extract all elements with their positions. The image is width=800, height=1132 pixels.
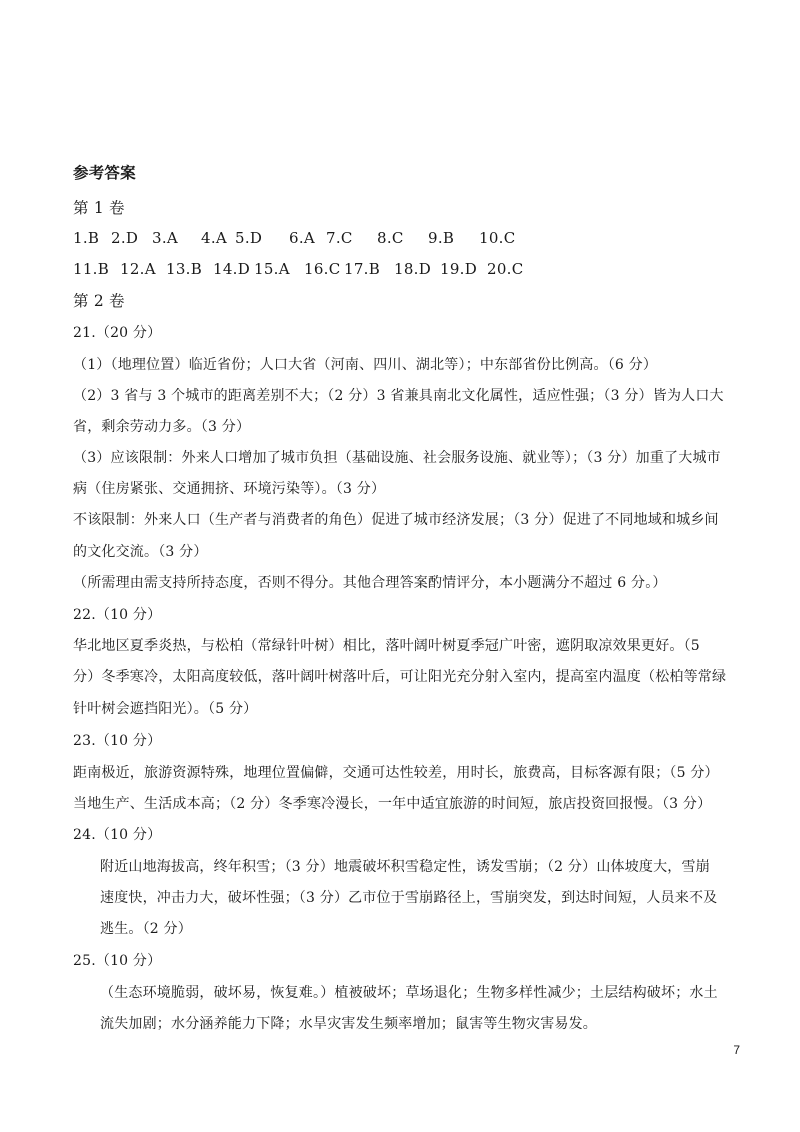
mc-answer: 13.B (166, 260, 203, 278)
q21-line-4: （3）应该限制：外来人口增加了城市负担（基础设施、社会服务设施、就业等）；（3 分）加重了大城市 (73, 450, 721, 466)
q22-line-3: 针叶树会遮挡阳光）。（5 分） (73, 701, 258, 717)
q21-heading: 21.（20 分） (73, 325, 162, 341)
page-title: 参考答案 (73, 164, 136, 182)
q21-line-5: 病（住房紧张、交通拥挤、环境污染等）。（3 分） (73, 481, 386, 497)
page-number: 7 (733, 1043, 740, 1057)
mc-answer: 8.C (377, 229, 404, 247)
mc-answer: 10.C (479, 229, 516, 247)
mc-answer: 11.B (73, 260, 110, 278)
mc-answer: 6.A (289, 229, 316, 247)
q24-line-2: 速度快，冲击力大，破坏性强；（3 分）乙市位于雪崩路径上，雪崩突发，到达时间短，人员来不及 (100, 890, 718, 906)
mc-answer: 12.A (120, 260, 156, 278)
q24-line-1: 附近山地海拔高，终年积雪；（3 分）地震破坏积雪稳定性，诱发雪崩；（2 分）山体坡度大，雪崩 (100, 859, 710, 875)
q25-line-2: 流失加剧；水分涵养能力下降；水旱灾害发生频率增加；鼠害等生物灾害易发。 (100, 1016, 597, 1032)
mc-answer: 17.B (344, 260, 381, 278)
section-2-heading: 第 2 卷 (73, 292, 125, 310)
q23-line-1: 距南极近，旅游资源特殊，地理位置偏僻，交通可达性较差，用时长，旅费高，目标客源有限；（5 分） (73, 765, 719, 781)
mc-answer: 16.C (304, 260, 341, 278)
mc-answer: 7.C (326, 229, 353, 247)
mc-answer: 5.D (235, 229, 263, 247)
mc-answer: 9.B (428, 229, 455, 247)
q21-line-6: 不该限制：外来人口（生产者与消费者的角色）促进了城市经济发展；（3 分）促进了不同地域和城乡间 (73, 512, 719, 528)
q23-line-2: 当地生产、生活成本高；（2 分）冬季寒冷漫长，一年中适宜旅游的时间短，旅店投资回报慢。（3 分） (73, 796, 712, 812)
q23-heading: 23.（10 分） (73, 733, 162, 749)
mc-answers-row-1 (73, 229, 516, 247)
q21-line-2: （2）3 省与 3 个城市的距离差别不大；（2 分）3 省兼具南北文化属性，适应性强；（3 分）皆为人口大 (73, 388, 724, 404)
mc-answer: 3.A (152, 229, 179, 247)
q24-line-3: 逃生。（2 分） (100, 921, 192, 937)
q25-line-1: （生态环境脆弱，破坏易，恢复难。）植被破坏；草场退化；生物多样性减少；土层结构破坏；水土 (100, 985, 718, 1001)
q24-heading: 24.（10 分） (73, 827, 162, 843)
mc-answers-row-2 (73, 260, 524, 278)
mc-answer: 14.D (213, 260, 251, 278)
q21-line-8: （所需理由需支持所持态度，否则不得分。其他合理答案酌情评分，本小题满分不超过 6 分。） (73, 575, 667, 591)
mc-answer: 15.A (254, 260, 290, 278)
mc-answer: 20.C (487, 260, 524, 278)
q21-line-1: （1）（地理位置）临近省份；人口大省（河南、四川、湖北等）；中东部省份比例高。（6 分） (73, 357, 658, 373)
q22-heading: 22.（10 分） (73, 607, 162, 623)
q22-line-2: 分）冬季寒冷，太阳高度较低，落叶阔叶树落叶后，可让阳光充分射入室内，提高室内温度（松柏等常绿 (73, 669, 727, 685)
q25-heading: 25.（10 分） (73, 953, 162, 969)
mc-answer: 18.D (394, 260, 432, 278)
mc-answer: 4.A (201, 229, 228, 247)
mc-answer: 1.B (73, 229, 100, 247)
mc-answer: 19.D (440, 260, 478, 278)
mc-answer: 2.D (111, 229, 139, 247)
q21-line-3: 省，剩余劳动力多。（3 分） (73, 419, 251, 435)
q22-line-1: 华北地区夏季炎热，与松柏（常绿针叶树）相比，落叶阔叶树夏季冠广叶密，遮阴取凉效果更好。（5 (73, 638, 700, 654)
section-1-heading: 第 1 卷 (73, 199, 125, 217)
q21-line-7: 的文化交流。（3 分） (73, 544, 208, 560)
